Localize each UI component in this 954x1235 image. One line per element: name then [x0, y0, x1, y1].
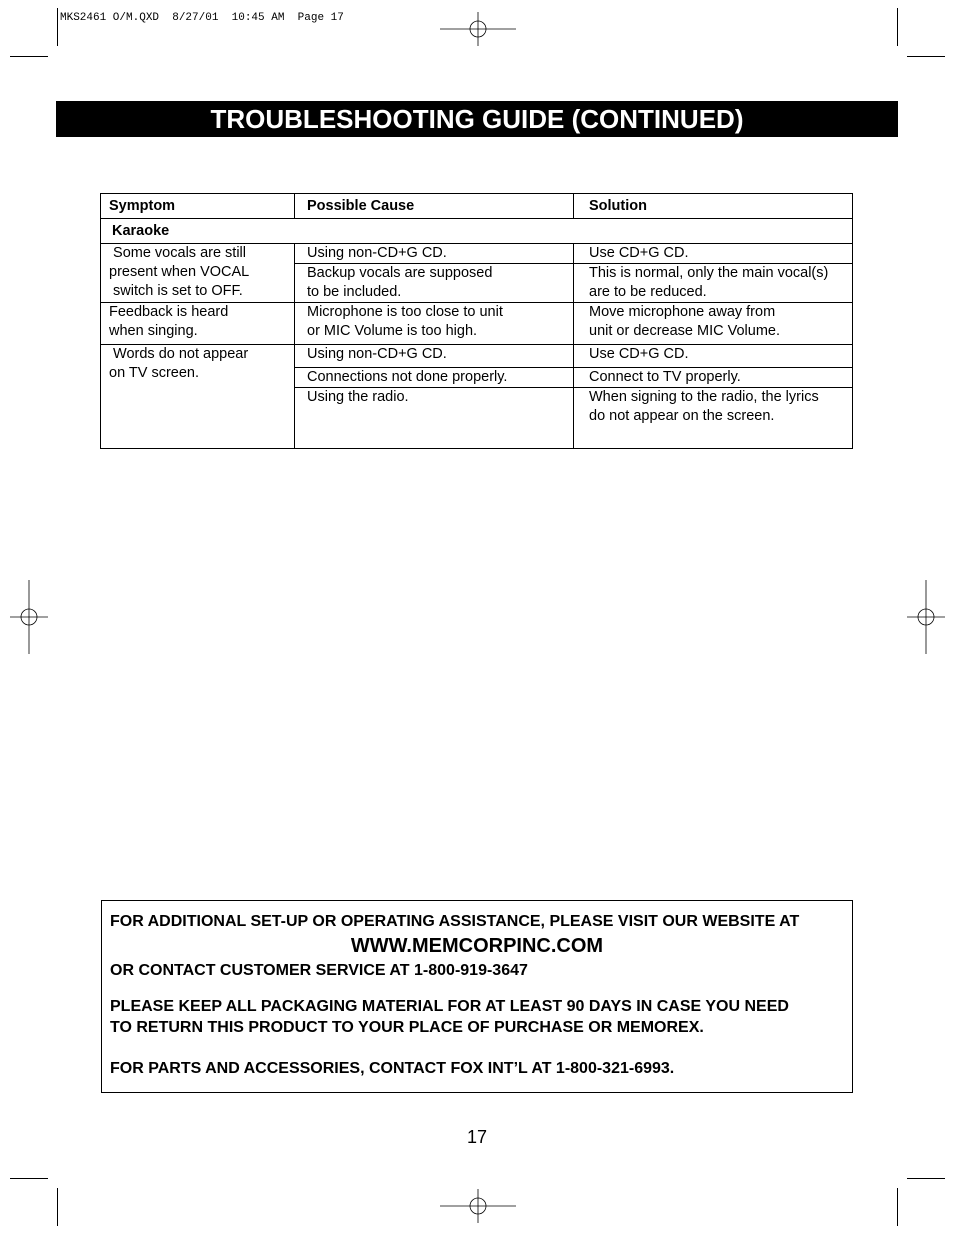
symptom-cell: [101, 345, 295, 449]
solution-line: This is normal, only the main vocal(s): [589, 265, 829, 281]
info-packaging-line-1: PLEASE KEEP ALL PACKAGING MATERIAL FOR AT LEAST 90 DAYS IN CASE YOU NEED: [110, 998, 789, 1015]
print-slug: MKS2461 O/M.QXD 8/27/01 10:45 AM Page 17: [60, 12, 344, 24]
cause-cell: [295, 368, 574, 388]
registration-mark-bottom-icon: [440, 1189, 516, 1223]
solution-cell: [574, 345, 853, 368]
info-parts-accessories: FOR PARTS AND ACCESSORIES, CONTACT FOX INT’L AT 1-800-321-6993.: [110, 1060, 675, 1077]
solution-line: When signing to the radio, the lyrics: [589, 389, 819, 405]
solution-cell: [574, 244, 853, 264]
section-row-karaoke: [101, 219, 853, 244]
cause-line: or MIC Volume is too high.: [307, 323, 478, 339]
assistance-info-box: [101, 900, 853, 1093]
info-customer-service: OR CONTACT CUSTOMER SERVICE AT 1-800-919-3647: [110, 962, 528, 979]
symptom-line: when singing.: [109, 323, 198, 339]
page-number: 17: [466, 1127, 488, 1147]
cause-line: Using the radio.: [307, 389, 409, 405]
solution-cell: [574, 264, 853, 303]
info-packaging-line-2: TO RETURN THIS PRODUCT TO YOUR PLACE OF PURCHASE OR MEMOREX.: [110, 1019, 704, 1036]
cause-cell: [295, 345, 574, 368]
solution-cell: [574, 303, 853, 345]
registration-mark-left-icon: [10, 580, 48, 654]
solution-line: Connect to TV properly.: [589, 369, 741, 385]
section-label: Karaoke: [101, 219, 853, 244]
header-symptom: Symptom: [101, 194, 295, 219]
table-row: [101, 244, 853, 264]
page-title: TROUBLESHOOTING GUIDE (CONTINUED): [56, 101, 898, 137]
solution-line: Use CD+G CD.: [589, 346, 689, 362]
website-link[interactable]: WWW.MEMCORPINC.COM: [350, 935, 604, 957]
cause-line: Backup vocals are supposed: [307, 265, 493, 281]
table-row: [101, 345, 853, 368]
cause-line: Microphone is too close to unit: [307, 304, 503, 320]
cause-cell: [295, 388, 574, 449]
solution-cell: [574, 388, 853, 449]
solution-line: Move microphone away from: [589, 304, 776, 320]
symptom-line: present when VOCAL: [109, 264, 250, 280]
cause-line: Connections not done properly.: [307, 369, 508, 385]
registration-mark-top-icon: [440, 12, 516, 46]
header-possible-cause: Possible Cause: [295, 194, 574, 219]
registration-mark-right-icon: [907, 580, 945, 654]
table-header-row: [101, 194, 853, 219]
cause-line: Using non-CD+G CD.: [307, 245, 447, 261]
solution-line: do not appear on the screen.: [589, 408, 775, 424]
troubleshooting-table: [100, 193, 853, 449]
table-body: [101, 244, 853, 449]
symptom-line: Feedback is heard: [109, 304, 229, 320]
symptom-cell: [101, 244, 295, 303]
table-row: [101, 303, 853, 345]
cause-line: to be included.: [307, 284, 402, 300]
solution-line: Use CD+G CD.: [589, 245, 689, 261]
cause-line: Using non-CD+G CD.: [307, 346, 447, 362]
symptom-cell: [101, 303, 295, 345]
cause-cell: [295, 303, 574, 345]
cause-cell: [295, 264, 574, 303]
header-solution: Solution: [574, 194, 853, 219]
info-website-intro: FOR ADDITIONAL SET-UP OR OPERATING ASSISTANCE, PLEASE VISIT OUR WEBSITE AT: [110, 913, 800, 930]
symptom-line: on TV screen.: [109, 365, 200, 381]
solution-line: unit or decrease MIC Volume.: [589, 323, 781, 339]
cause-cell: [295, 244, 574, 264]
symptom-line: Words do not appear: [109, 346, 249, 362]
solution-line: are to be reduced.: [589, 284, 707, 300]
symptom-line: Some vocals are still: [109, 245, 246, 261]
symptom-line: switch is set to OFF.: [109, 283, 243, 299]
solution-cell: [574, 368, 853, 388]
